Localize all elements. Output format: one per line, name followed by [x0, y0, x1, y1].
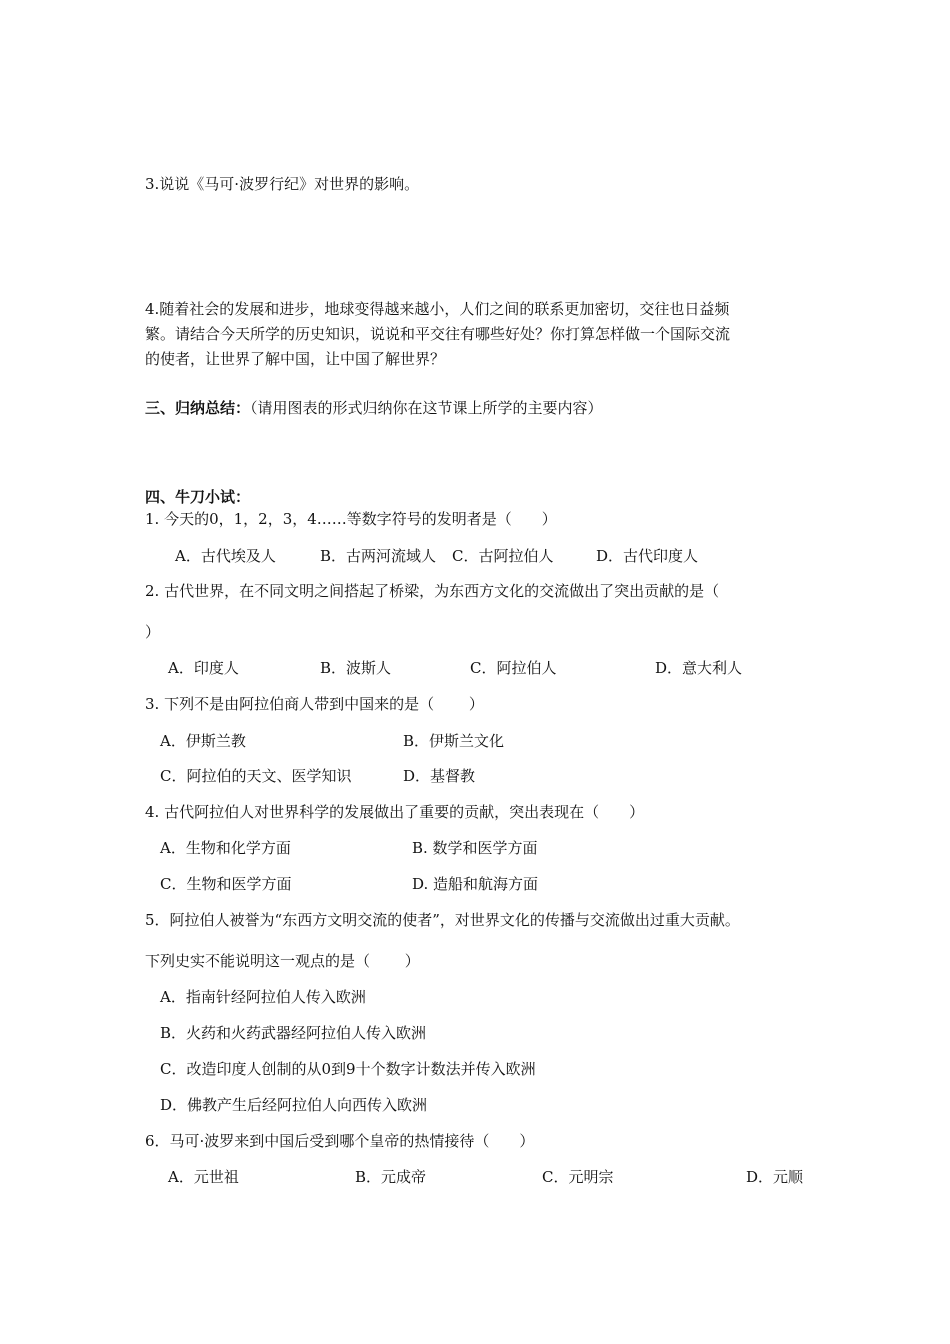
quiz-q3-stem: 3. 下列不是由阿拉伯商人带到中国来的是（ ） — [145, 695, 484, 713]
quiz-q5-stem-line-1: 5．阿拉伯人被誉为“东西方文明交流的使者”，对世界文化的传播与交流做出过重大贡献。 — [145, 911, 740, 929]
quiz-q2-stem-line-1: 2. 古代世界，在不同文明之间搭起了桥梁，为东西方文化的交流做出了突出贡献的是（ — [145, 582, 720, 600]
quiz-q5-option-a: A．指南针经阿拉伯人传入欧洲 — [160, 988, 366, 1006]
quiz-q1-stem: 1. 今天的0，1，2，3，4……等数字符号的发明者是（ ） — [145, 510, 557, 528]
quiz-q2-option-a: A．印度人 — [168, 659, 239, 677]
quiz-q2-option-d: D．意大利人 — [655, 659, 743, 677]
quiz-q5-stem-line-2: 下列史实不能说明这一观点的是（ ） — [145, 952, 420, 970]
quiz-q4-option-b: B. 数学和医学方面 — [412, 839, 538, 857]
section-4-heading: 四、牛刀小试： — [145, 488, 251, 506]
quiz-q4-option-c: C．生物和医学方面 — [160, 875, 292, 893]
quiz-q6-stem: 6．马可·波罗来到中国后受到哪个皇帝的热情接待（ ） — [145, 1132, 535, 1150]
quiz-q2-stem-line-2: ） — [145, 623, 161, 641]
question-4-line-3: 的使者，让世界了解中国，让中国了解世界？ — [145, 350, 446, 368]
quiz-q5-option-d: D．佛教产生后经阿拉伯人向西传入欧洲 — [160, 1096, 428, 1114]
quiz-q1-option-c: C．古阿拉伯人 — [452, 547, 554, 565]
quiz-q6-option-b: B．元成帝 — [355, 1168, 427, 1186]
quiz-q3-option-a: A．伊斯兰教 — [160, 732, 246, 750]
quiz-q1-option-a: A．古代埃及人 — [175, 547, 276, 565]
quiz-q6-option-c: C．元明宗 — [542, 1168, 614, 1186]
quiz-q4-option-a: A．生物和化学方面 — [160, 839, 291, 857]
question-4-line-1: 4.随着社会的发展和进步，地球变得越来越小，人们之间的联系更加密切，交往也日益频 — [145, 300, 730, 318]
section-3-row — [145, 397, 603, 419]
quiz-q4-option-d: D. 造船和航海方面 — [412, 875, 539, 893]
quiz-q1-option-d: D．古代印度人 — [596, 547, 699, 565]
quiz-q1-option-b: B．古两河流域人 — [320, 547, 437, 565]
question-3-text: 3.说说《马可·波罗行纪》对世界的影响。 — [145, 175, 420, 193]
quiz-q5-option-c: C．改造印度人创制的从0到9十个数字计数法并传入欧洲 — [160, 1060, 536, 1078]
question-4-line-2: 繁。请结合今天所学的历史知识，说说和平交往有哪些好处？你打算怎样做一个国际交流 — [145, 325, 731, 343]
quiz-q6-option-d: D．元顺 — [746, 1168, 804, 1186]
section-3-heading: 三、归纳总结： — [145, 399, 251, 417]
section-3-instruction: （请用图表的形式归纳你在这节课上所学的主要内容） — [250, 399, 603, 417]
quiz-q4-stem: 4. 古代阿拉伯人对世界科学的发展做出了重要的贡献，突出表现在（ ） — [145, 803, 645, 821]
quiz-q6-option-a: A．元世祖 — [168, 1168, 239, 1186]
quiz-q3-option-d: D．基督教 — [403, 767, 476, 785]
quiz-q3-option-b: B．伊斯兰文化 — [403, 732, 505, 750]
quiz-q3-option-c: C．阿拉伯的天文、医学知识 — [160, 767, 352, 785]
quiz-q5-option-b: B．火药和火药武器经阿拉伯人传入欧洲 — [160, 1024, 427, 1042]
quiz-q2-option-b: B．波斯人 — [320, 659, 392, 677]
quiz-q2-option-c: C．阿拉伯人 — [470, 659, 557, 677]
